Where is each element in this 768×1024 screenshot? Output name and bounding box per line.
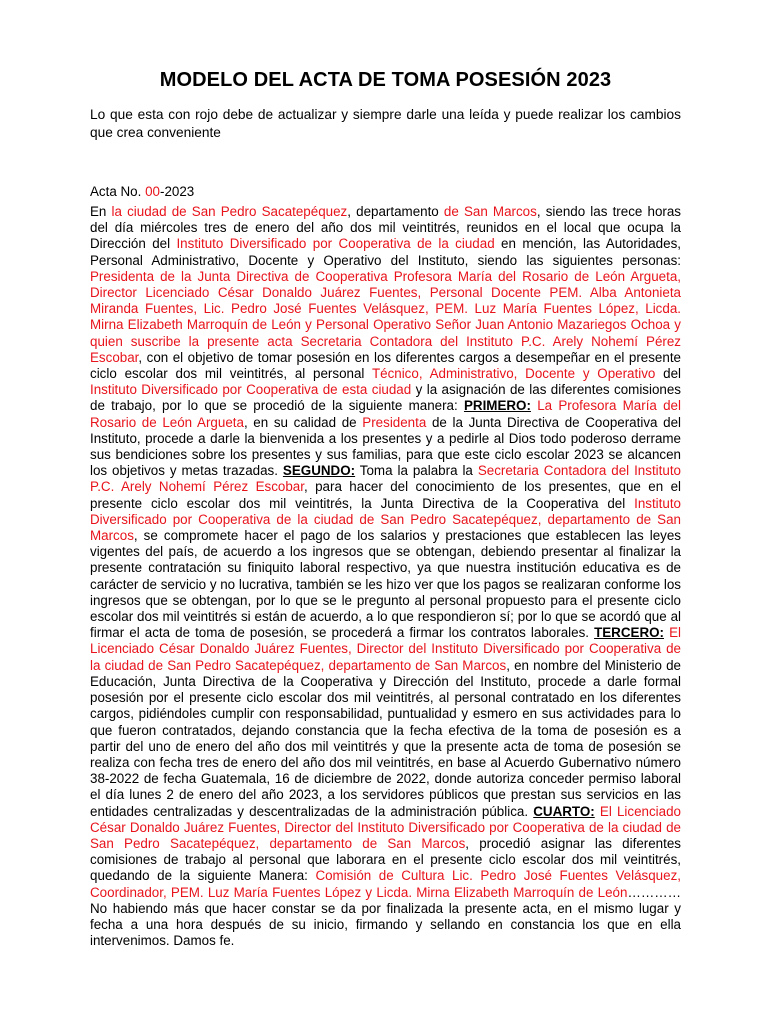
- editable-text: Secretaria Contadora del Instituto P.C. Arely Nohemí Pérez Escobar: [90, 463, 681, 495]
- body-text: , con el objetivo de tomar posesión en los diferentes cargos a desempeñar en el presente ciclo escolar dos mil veintitrés, al personal: [90, 349, 681, 382]
- clause-heading: TERCERO:: [594, 625, 664, 641]
- acta-body-paragraph: [90, 204, 681, 949]
- body-text: , para hacer del conocimiento de los presentes, que en el presente ciclo escolar dos mil veintitrés, la Junta Directiva de la Cooperativa del: [90, 479, 682, 511]
- editable-text: Presidenta: [362, 414, 427, 430]
- editable-text: la ciudad de San Pedro Sacatepéquez: [111, 204, 348, 219]
- body-text: y la asignación de las diferentes comisiones de trabajo, por lo que se procedió de la siguiente manera:: [90, 382, 682, 414]
- editable-text: de San Marcos: [443, 204, 537, 219]
- body-text: del: [655, 366, 682, 382]
- body-text: , en su calidad de: [243, 414, 363, 430]
- body-text: de la Junta Directiva de Cooperativa del Instituto, procede a darle la bienvenida a los presentes y a pedirle al Dios todo poderoso derrame sus bendiciones sobre los presentes y sus familias, para que este ciclo escolar 2023 se alcancen los objetivos y metas trazadas.: [90, 414, 681, 479]
- editable-text: Instituto Diversificado por Cooperativa de la ciudad de San Pedro Sacatepéquez, departamento de San Marcos: [90, 495, 681, 544]
- body-text: en mención, las Autoridades, Personal Administrativo, Docente y Operativo del Instituto, siendo las siguientes personas:: [90, 236, 681, 268]
- clause-heading: PRIMERO:: [463, 398, 531, 414]
- document-title: MODELO DEL ACTA DE TOMA POSESIÓN 2023: [159, 69, 612, 91]
- instructions-paragraph: Lo que esta con rojo debe de actualizar y siempre darle una leída y puede realizar los cambios que crea conveniente: [90, 107, 681, 140]
- editable-text: El Licenciado César Donaldo Juárez Fuentes, Director del Instituto Diversificado por Cooperativa de la ciudad de San Pedro Sacatepéquez, departamento de San Marcos: [90, 625, 681, 673]
- body-text: , en nombre del Ministerio de Educación, Junta Directiva de la Cooperativa y Dirección del Instituto, procede a darle formal posesión por el presente ciclo escolar dos mil veintitrés, al personal contratado en los diferentes cargos, pidiéndoles cumplir con responsabilidad, puntualidad y esmero en sus actividades para lo que fueron contratados, dejando constancia que la fecha efectiva de la toma de posesión es a partir del uno de enero del año dos mil veintitrés y que la presente acta de toma de posesión se realiza con fecha tres de enero del año dos mil veintitrés, en base al Acuerdo Gubernativo número 38-2022 de fecha Guatemala, 16 de diciembre de 2022, donde autoriza conceder permiso laboral el día lunes 2 de enero del año 2023, a los servidores públicos que prestan sus servicios en las entidades centralizadas y descentralizadas de la administración pública.: [90, 657, 681, 819]
- body-text: , procedió asignar las diferentes comisiones de trabajo al personal que laborara en el presente ciclo escolar dos mil veintitrés, quedando de la siguiente Manera:: [90, 835, 681, 884]
- clause-heading: CUARTO:: [533, 803, 595, 819]
- body-text: En: [90, 204, 112, 219]
- editable-text: El Licenciado César Donaldo Juárez Fuentes, Director del Instituto Diversificado por Cooperativa de la ciudad de San Pedro Sacatepéquez, departamento de San Marcos: [90, 803, 681, 851]
- editable-text: Presidenta de la Junta Directiva de Cooperativa Profesora María del Rosario de León Argueta, Director Licenciado César Donaldo Juárez Fuentes, Personal Docente PEM. Alba Antonieta Miranda Fuentes, Lic. Pedro José Fuentes Velásquez, PEM. Luz María Fuentes López, Licda. Mirna Elizabeth Marroquín de León y Personal Operativo Señor Juan Antonio Mazariegos Ochoa y quien suscribe la presente acta Secretaria Contadora del Instituto P.C. Arely Nohemí Pérez Escobar: [90, 268, 681, 365]
- body-text: , departamento: [347, 204, 444, 219]
- body-text: , se compromete hacer el pago de los salarios y prestaciones que establecen las leyes vigentes del país, de acuerdo a los ingresos que se obtengan, debiendo presentar al finalizar la presente contratación su finiquito laboral respectivo, ya que nuestra institución educativa es de carácter de servicio y no lucrativa, también se les hizo ver que los pagos se realizaran conforme los ingresos que se obtengan, por lo que se le pregunto al personal propuesto para el presente ciclo escolar dos mil veintitrés si están de acuerdo, a lo que respondieron sí; por lo que se acordó que al firmar el acta de toma de posesión, se procederá a firmar los contratos laborales.: [90, 528, 681, 641]
- editable-text: Comisión de Cultura Lic. Pedro José Fuentes Velásquez, Coordinador, PEM. Luz María Fuentes López y Licda. Mirna Elizabeth Marroquín de León: [90, 868, 681, 900]
- body-text: Toma la palabra la: [355, 463, 478, 479]
- editable-text: Instituto Diversificado por Cooperativa de esta ciudad: [90, 382, 412, 398]
- editable-text: Técnico, Administrativo, Docente y Operativo: [371, 366, 656, 382]
- body-text: ………… No habiendo más que hacer constar se da por finalizada la presente acta, en el mismo lugar y fecha a una hora después de su inicio, firmando y sellando en constancia los que en ella intervenimos. Damos fe.: [90, 884, 681, 949]
- clause-heading: SEGUNDO:: [282, 463, 356, 479]
- editable-text: Instituto Diversificado por Cooperativa de la ciudad: [176, 236, 495, 252]
- acta-year: -2023: [159, 184, 195, 199]
- body-text: , siendo las trece horas del día miércoles tres de enero del año dos mil veintitrés, reunidos en el local que ocupa la Dirección del: [90, 204, 681, 252]
- acta-number-line: [90, 184, 681, 200]
- acta-prefix: Acta No.: [90, 184, 146, 199]
- acta-number: 00: [145, 184, 160, 199]
- editable-text: La Profesora María del Rosario de León Argueta: [90, 398, 681, 430]
